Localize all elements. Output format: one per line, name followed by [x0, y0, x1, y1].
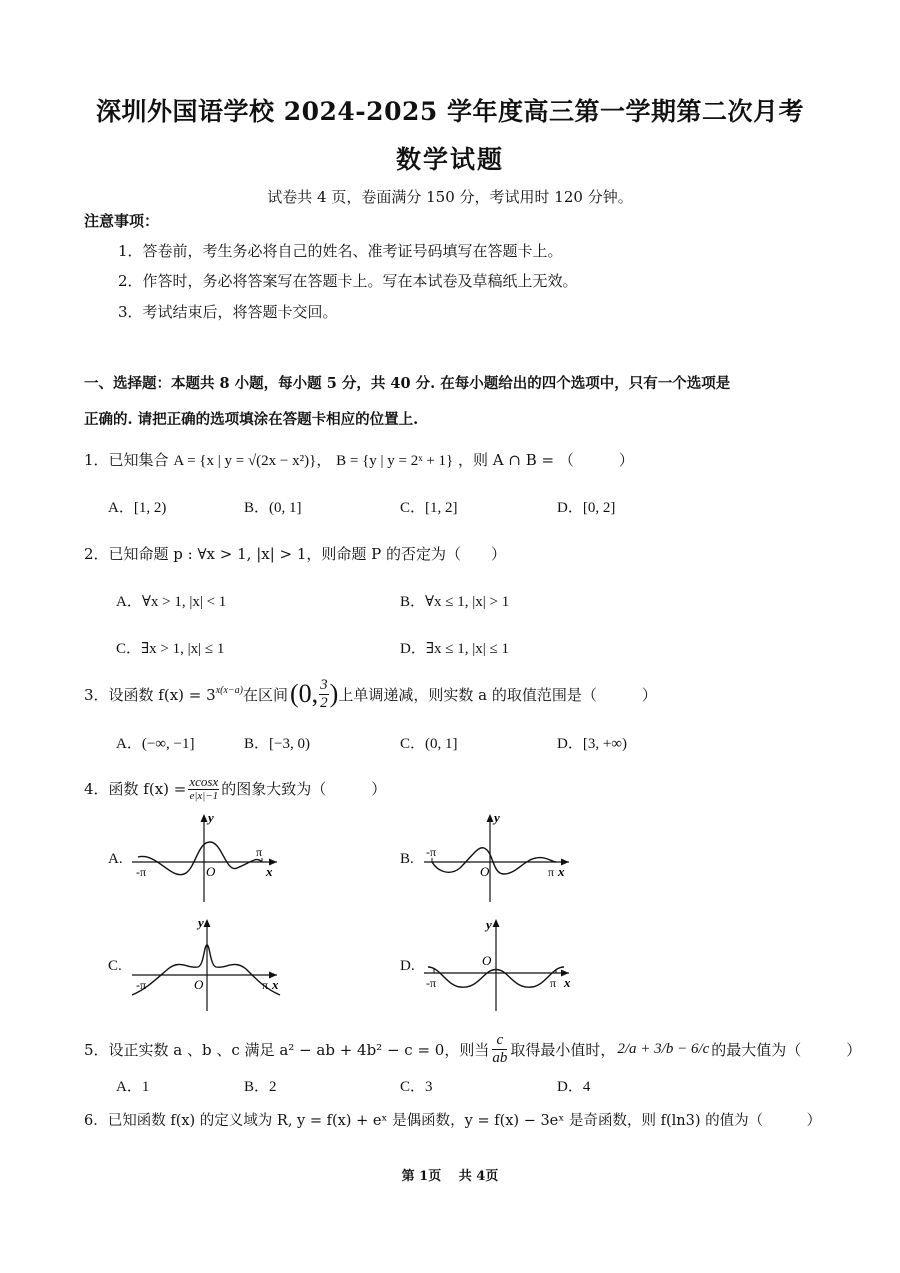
y-arrow-icon	[204, 919, 211, 927]
q3-fraction	[319, 678, 329, 711]
q3-suffix: 上单调递减，则实数 a 的取值范围是（ ）	[338, 685, 657, 704]
x-label: x	[266, 864, 273, 879]
x-label: x	[564, 975, 571, 990]
section1-line2: 正确的. 请把正确的选项填涂在答题卡相应的位置上.	[84, 411, 419, 428]
origin-label: O	[194, 977, 204, 992]
q4-graph-b	[424, 810, 574, 905]
question-5	[84, 1030, 861, 1068]
q5-option-c: C．3	[400, 1079, 433, 1095]
origin-label: O	[482, 953, 492, 968]
q1-option-b: B．(0, 1]	[244, 500, 302, 516]
neg-pi-label: -π	[136, 978, 147, 992]
question-3	[84, 676, 657, 712]
neg-pi-label: -π	[426, 845, 437, 859]
q3-interval-right: )	[329, 679, 339, 708]
q5-frac-num: c	[492, 1033, 507, 1050]
q1-option-d: D．[0, 2]	[557, 500, 616, 516]
note-item: 2．作答时，务必将答案写在答题卡上。写在本试卷及草稿纸上无效。	[118, 272, 578, 290]
y-label: y	[494, 810, 500, 825]
q3-option-c: C．(0, 1]	[400, 736, 458, 752]
q5-expr: 2/a + 3/b − 6/c	[617, 1040, 710, 1057]
exam-title: 深圳外国语学校 2024-2025 学年度高三第一学期第二次月考	[96, 97, 804, 126]
exam-info: 试卷共 4 页，卷面满分 150 分，考试用时 120 分钟。	[267, 188, 633, 206]
pi-label: π	[262, 978, 269, 992]
note-item: 3．考试结束后，将答题卡交回。	[118, 303, 338, 321]
q5-fraction	[492, 1033, 507, 1066]
q4-fraction	[188, 775, 219, 802]
x-label: x	[272, 977, 279, 992]
q5-option-a: A．1	[116, 1079, 150, 1095]
note-item: 1．答卷前，考生务必将自己的姓名、准考证号码填写在答题卡上。	[118, 242, 563, 260]
question-2: 2．已知命题 p : ∀x > 1, |x| > 1，则命题 P 的否定为（ ）	[84, 545, 507, 563]
q3-option-b: B．[−3, 0)	[244, 736, 310, 752]
q2-option-b: B．∀x ≤ 1, |x| > 1	[400, 594, 510, 610]
q2-option-c: C．∃x > 1, |x| ≤ 1	[116, 641, 225, 657]
page-footer: 第 1页 共 4页	[401, 1169, 499, 1184]
y-arrow-icon	[487, 814, 494, 822]
neg-pi-label: -π	[426, 976, 437, 990]
q5-frac-den: ab	[492, 1049, 508, 1066]
q3-interval-left: (0,	[290, 679, 319, 708]
notes-heading: 注意事项：	[84, 212, 160, 230]
q1-set-a: A = {x | y = √(2x − x²)}	[173, 453, 317, 469]
q3-option-d: D．[3, +∞)	[557, 736, 627, 752]
q2-option-d: D．∃x ≤ 1, |x| ≤ 1	[400, 641, 509, 657]
q5-prefix: 5．设正实数 a 、b 、c 满足 a² − ab + 4b² − c = 0，则当	[84, 1040, 490, 1059]
y-label: y	[208, 810, 214, 825]
y-label: y	[486, 917, 492, 932]
origin-label: O	[206, 864, 216, 879]
q4-graph-d	[424, 915, 574, 1015]
q3-middle: 在区间	[242, 685, 288, 704]
q4-option-a-label: A.	[108, 851, 123, 867]
pi-label: π	[550, 976, 557, 990]
q1-set-b: B = {y | y = 2ˣ + 1}	[336, 453, 454, 469]
neg-pi-label: -π	[136, 865, 147, 879]
q3-option-a: A．(−∞, −1]	[116, 736, 195, 752]
section1-line1: 一、选择题：本题共 8 小题，每小题 5 分，共 40 分. 在每小题给出的四个选项中，只有一个选项是	[84, 375, 731, 392]
pi-label: π	[256, 845, 263, 859]
q3-frac-den: 2	[320, 694, 328, 711]
y-label: y	[198, 915, 204, 930]
question-6: 6．已知函数 f(x) 的定义域为 R, y = f(x) + eˣ 是偶函数，y = f(x) − 3eˣ 是奇函数，则 f(ln3) 的值为（ ）	[84, 1113, 822, 1129]
pi-label: π	[548, 865, 555, 879]
q1-option-a: A．[1, 2)	[108, 500, 167, 516]
q1-prefix: 1．已知集合	[84, 451, 169, 469]
origin-label: O	[480, 864, 490, 879]
y-arrow-icon	[201, 814, 208, 822]
q4-suffix: 的图象大致为（ ）	[221, 779, 387, 798]
exam-subtitle: 数学试题	[395, 145, 504, 174]
q4-graph-c	[132, 915, 282, 1015]
q5-option-d: D．4	[557, 1079, 591, 1095]
q4-option-d-label: D.	[400, 958, 415, 974]
q4-frac-num: xcosx	[189, 773, 219, 789]
x-label: x	[558, 864, 565, 879]
q1-suffix: ，则 A ∩ B = （ ）	[458, 451, 634, 469]
q2-option-a: A．∀x > 1, |x| < 1	[116, 594, 227, 610]
curve	[432, 848, 556, 874]
q4-frac-den: e|x|−1	[189, 789, 219, 802]
q3-exponent: x(x−a)	[215, 684, 243, 696]
q5-suffix: 的最大值为（ ）	[711, 1040, 862, 1059]
q4-prefix: 4．函数 f(x) =	[84, 779, 187, 798]
q4-option-c-label: C.	[108, 958, 122, 974]
q3-frac-num: 3	[320, 676, 328, 693]
q1-option-c: C．[1, 2]	[400, 500, 458, 516]
q4-graph-a	[132, 810, 282, 905]
question-4	[84, 770, 386, 806]
curve	[132, 945, 280, 995]
question-1: 1．已知集合 A = {x | y = √(2x − x²)}， B = {y | y = 2ˣ + 1} ，则 A ∩ B = （ ）	[84, 451, 634, 469]
q5-option-b: B．2	[244, 1079, 277, 1095]
curve	[138, 842, 262, 875]
q3-prefix: 3．设函数 f(x) = 3	[84, 685, 216, 704]
q4-option-b-label: B.	[400, 851, 414, 867]
y-arrow-icon	[493, 919, 500, 927]
q5-middle: 取得最小值时，	[510, 1040, 616, 1059]
